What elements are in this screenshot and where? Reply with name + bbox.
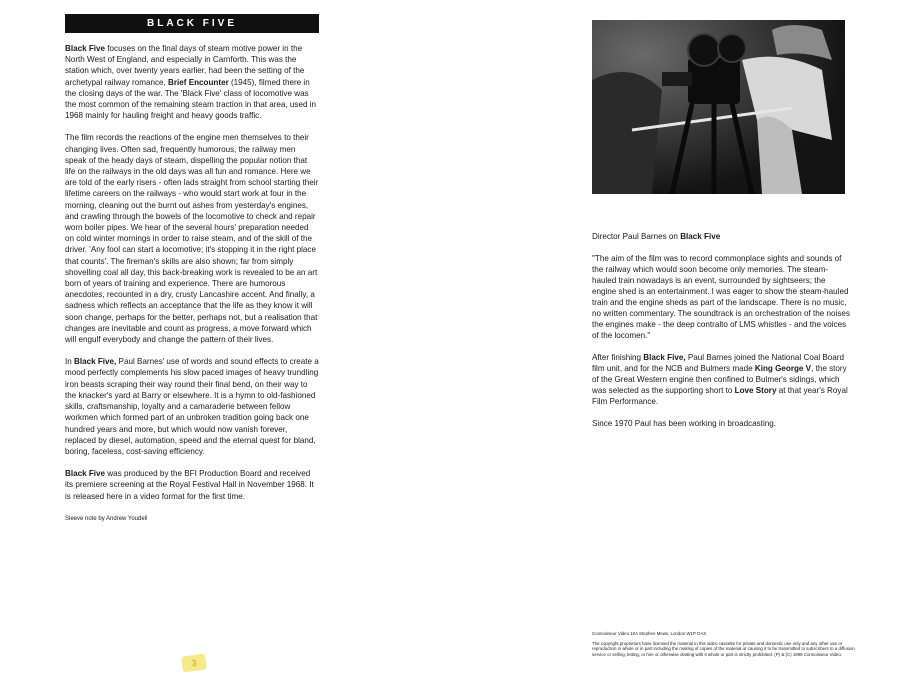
film-title-bold: Black Five [680,232,721,241]
right-column [592,20,850,440]
film-title-bold: Black Five, [643,353,686,362]
production-paragraph: Black Five was produced by the BFI Production Board and received its premiere screening at the Royal Festival Hall in November 1968. It is released here in a video format for the first time. [65,469,314,501]
broadcasting-paragraph: Since 1970 Paul has been working in broadcasting. [592,419,777,428]
film-title-bold: Black Five [65,44,106,53]
career-paragraph: After finishing Black Five, Paul Barnes joined the National Coal Board film unit, and for the NCB and Bulmers made King George V, the story of the Great Western engine then confined to Bulmer's sidings, which was selected as the supporting short to Love Story at that year's Royal Film Performance. [592,353,848,406]
brief-encounter-bold: Brief Encounter [168,77,229,87]
style-paragraph: In Black Five, Paul Barnes' use of words and sound effects to create a mood perfectly complements his slow paced images of heavy trundling iron beasts scraping their way round their final bend, on their way to the knacker's yard at Barry or elsewhere. It is a hymn to old-fashioned skills, craftsmanship, loyalty and a camaraderie between fellow workmen which formed part of an unbroken tradition going back one hundred years and more, but which would now vanish forever, replaced by diesel, automation, speed and the eternal quest for bland, boring, faceless, cost-saving efficiency. [65,357,319,456]
intro-paragraph: Black Five focuses on the final days of steam motive power in the North West of England, and especially in Carnforth. This was the station which, over twenty years earlier, had been the setting of the archetypal railway romance, Brief Encounter (1945), filmed there in the closing days of the war. The 'Black Five' class of locomotive was the most common of the remaining steam traction in that area, used in 1968 mainly for hauling freight and heavy goods traffic. [65,44,317,121]
film-title-bold: Black Five [65,469,106,479]
copyright-text: The copyright proprietors have licensed the material in this video cassette for private and domestic use only and any other use or reproduction in whole or in part including the making of copies of the material or causing it to be transmitted to subscribers to a diffusion service or selling, letting, or hire or otherwise dealing with it whole or part is strictly prohibited. (P) & (C) 1998 Connoisseur Video. [592,640,855,657]
director-heading: Director Paul Barnes on Black Five [592,232,721,241]
publisher-address: Connoisseur Video 10A Stephen Mews, London W1P OAX [592,631,707,636]
tape-page-mark: 3 [181,653,207,672]
camera-operator-image [592,20,845,194]
film-camera-photo [592,20,845,194]
copyright-notice [592,631,857,657]
page-title: BLACK FIVE [65,14,319,33]
king-george-bold: King George V [754,364,812,373]
sleeve-note-credit: Sleeve note by Andrew Youdell [65,515,148,522]
film-title-bold: Black Five, [74,357,117,367]
director-quote: "The aim of the film was to record commonplace sights and sounds of the railway which would soon become only memories. The steam-hauled train nowadays is an event, surrounded by sightseers; the engine shed is an entertainment. I was eager to show the steam-hauled train and the engine sheds as part of the landscape. There is no music, no written commentary. The soundtrack is an orchestration of the noises the engines make - the deep contralto of LMS whistles - and the voices of the locomen." [592,254,850,340]
left-column [65,14,319,522]
love-story-bold: Love Story [734,386,777,395]
reactions-paragraph: The film records the reactions of the engine men themselves to their changing lives. Often sad, frequently humorous, the railway men speak of the heady days of steam, dispelling the popular notion that life on the railways in the old days was all fun and romance. Here we are told of the early risers - often lads straight from school starting their lifetime careers on the railways - who would start work at four in the morning, cleaning out the burnt out ashes from yesterday's engines, and crawling through the bowels of the locomotive to check and repair worn boiler pipes. We hear of the several hours' preparation needed on cold winter mornings in order to raise steam, and of the skill of the driver. 'Any fool can start a locomotive; it's stopping it in the right place that counts'. The fireman's skills are also shown; far from simply shovelling coal all day, this back-breaking work is revealed to be an art born of years of training and experience. There are humorous anecdotes, recounted in a dry, crusty Lancashire accent. And finally, a sadness which reflects an acceptance that the life as they know it will soon change, perhaps for the better, perhaps not, but a realisation that changes are inevitable and count as progress, a move forward which will engulf everybody and change the pattern of their lives. [65,133,319,345]
